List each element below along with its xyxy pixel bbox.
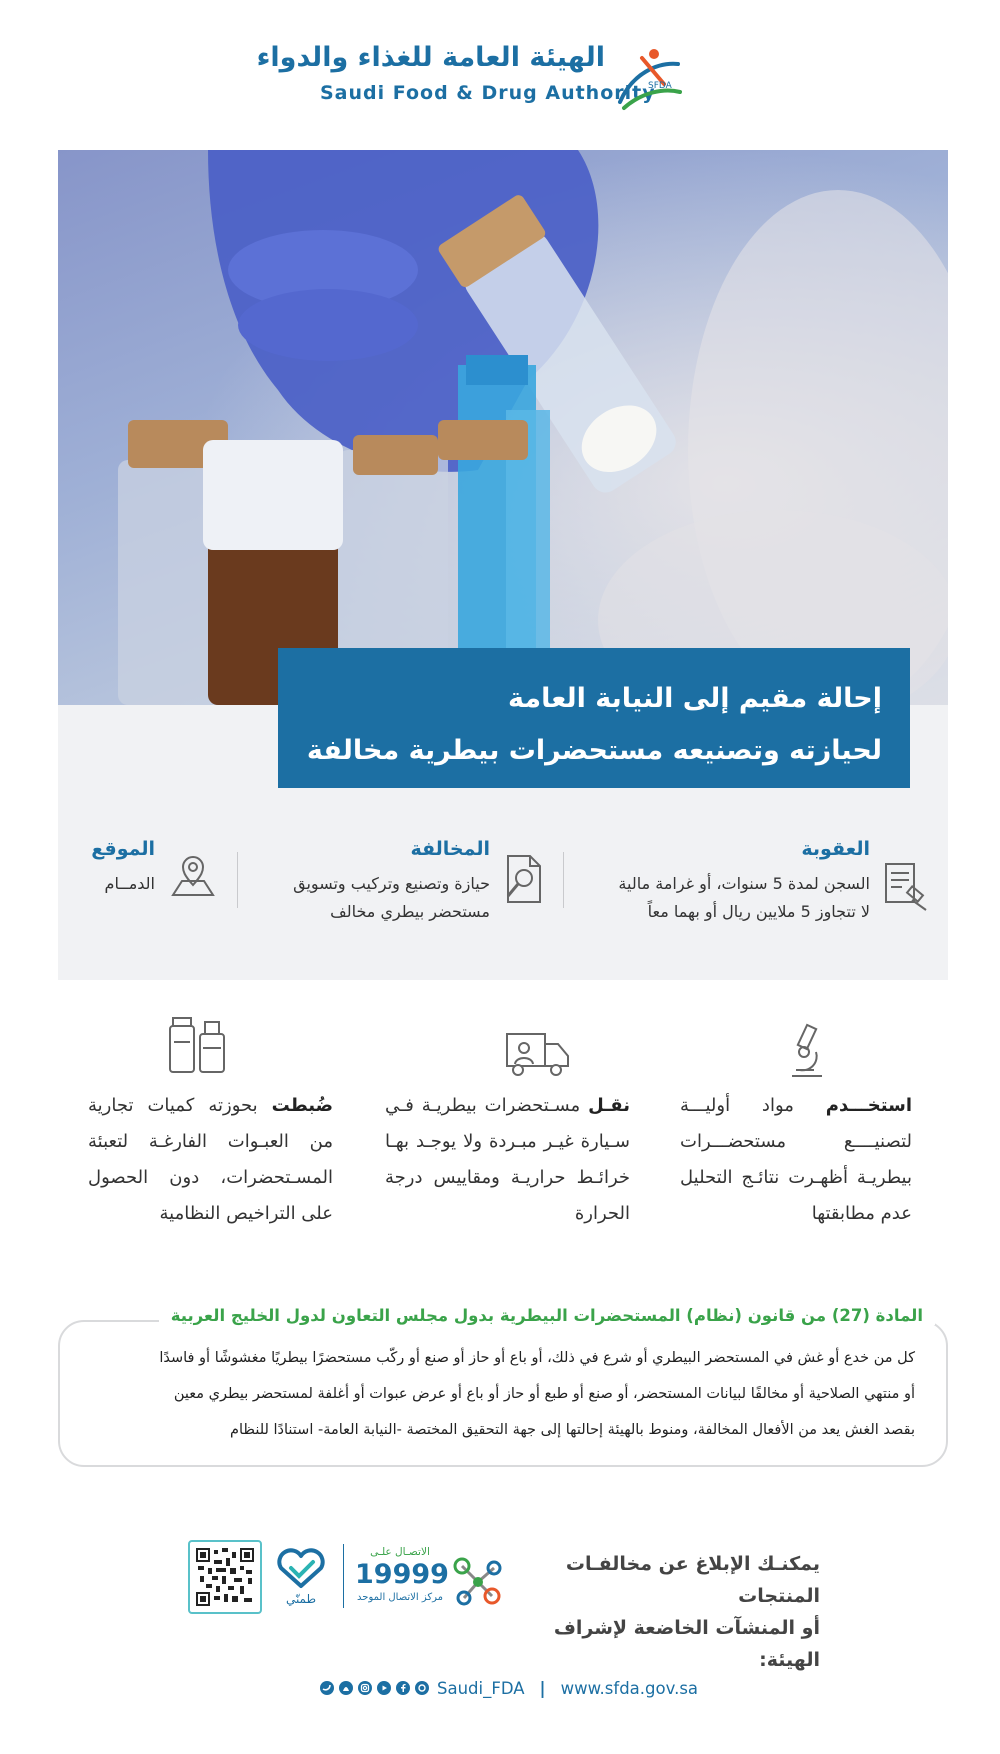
qr-code[interactable] bbox=[188, 1540, 262, 1614]
penalty-line-2: لا تتجاوز 5 ملايين ريال أو بهما معاً bbox=[647, 902, 870, 921]
website-link[interactable]: www.sfda.gov.sa bbox=[560, 1678, 699, 1698]
feature-raw-materials-lead: استخـــدم bbox=[825, 1095, 912, 1116]
penalty-column bbox=[570, 838, 870, 926]
call-center-label: مركز الاتصال الموحد bbox=[357, 1592, 443, 1603]
contact-divider bbox=[343, 1544, 344, 1608]
network-logo-icon bbox=[448, 1552, 506, 1610]
feature-empty-containers bbox=[88, 1088, 333, 1232]
penalty-line-1: السجن لمدة 5 سنوات، أو غرامة مالية bbox=[618, 874, 870, 893]
footer bbox=[320, 1676, 698, 1700]
threads-icon[interactable] bbox=[415, 1681, 429, 1695]
call-label: الاتصـال علـى bbox=[370, 1546, 430, 1558]
tammeni-app[interactable] bbox=[268, 1548, 334, 1606]
document-search-icon bbox=[502, 852, 546, 906]
article-title: المادة (27) من قانون (نظام) المستحضرات البيطرية بدول مجلس التعاون لدول الخليج العربية bbox=[159, 1306, 935, 1325]
microscope-icon bbox=[782, 1022, 830, 1080]
feature-transport-text: مسـتحضرات بيطريـة فـي سـيارة غيـر مبـردة ولا يوجـد بهـا خرائـط حراريـة ومقاييس درجة الحرارة bbox=[385, 1095, 630, 1224]
social-handle[interactable]: Saudi_FDA bbox=[437, 1678, 525, 1698]
call-number[interactable]: 19999 bbox=[355, 1559, 449, 1590]
hero-image bbox=[58, 150, 948, 705]
footer-separator: | bbox=[539, 1678, 546, 1698]
heart-check-icon bbox=[273, 1548, 329, 1590]
logo-badge: SFDA bbox=[648, 81, 672, 91]
location-column bbox=[70, 838, 155, 898]
report-line-1: يمكنـك الإبلاغ عن مخالفـات المنتجات bbox=[565, 1553, 820, 1607]
headline-box bbox=[278, 648, 910, 788]
feature-empty-containers-text: بحوزته كميات تجارية من العبـوات الفارغـة لتعبئة المسـتحضرات، دون الحصول على التراخيص النظامية bbox=[88, 1095, 333, 1224]
feature-transport bbox=[385, 1088, 630, 1232]
feature-raw-materials-text: مواد أوليـــة لتصنيــــع مستحضـــرات بيطريـة أظهـرت نتائـج التحليل عدم مطابقتها bbox=[680, 1095, 912, 1224]
youtube-icon[interactable] bbox=[377, 1681, 391, 1695]
feature-empty-containers-lead: ضُبطت bbox=[271, 1095, 333, 1116]
violation-line-1: حيازة وتصنيع وتركيب وتسويق bbox=[293, 874, 490, 893]
gavel-document-icon bbox=[882, 860, 930, 912]
location-value: الدمــام bbox=[104, 874, 155, 893]
violation-line-2: مستحضر بيطري مخالف bbox=[330, 902, 490, 921]
delivery-truck-icon bbox=[504, 1030, 572, 1078]
call-center-block bbox=[355, 1546, 449, 1603]
org-name-en: Saudi Food & Drug Authority bbox=[320, 82, 656, 104]
column-divider bbox=[237, 852, 238, 908]
location-heading: الموقع bbox=[91, 838, 155, 860]
report-line-2: أو المنشآت الخاضعة لإشراف الهيئة: bbox=[553, 1617, 820, 1671]
bottles-icon bbox=[166, 1012, 230, 1076]
snapchat-icon[interactable] bbox=[339, 1681, 353, 1695]
map-pin-icon bbox=[170, 855, 216, 899]
lab-photo-illustration bbox=[58, 150, 948, 705]
org-name-ar: الهيئة العامة للغذاء والدواء bbox=[256, 42, 605, 73]
headline-line-1: إحالة مقيم إلى النيابة العامة bbox=[508, 683, 882, 714]
tammeni-label: طمنّي bbox=[285, 1592, 317, 1606]
violation-heading: المخالفة bbox=[410, 838, 490, 860]
sfda-emblem-icon bbox=[612, 44, 684, 114]
instagram-icon[interactable] bbox=[358, 1681, 372, 1695]
qr-code-icon bbox=[196, 1548, 254, 1606]
penalty-heading: العقوبة bbox=[801, 838, 870, 860]
article-line-1: كل من خدع أو غش في المستحضر البيطري أو شرع في ذلك، أو باع أو حاز أو صنع أو ركّب مستحضرًا بيطريًا مغشوشًا أو فاسدًا bbox=[159, 1350, 915, 1366]
headline-line-2: لحيازته وتصنيعه مستحضرات بيطرية مخالفة bbox=[306, 735, 882, 766]
column-divider bbox=[563, 852, 564, 908]
facebook-icon[interactable] bbox=[396, 1681, 410, 1695]
feature-raw-materials bbox=[680, 1088, 912, 1232]
violation-column bbox=[250, 838, 490, 926]
article-line-2: أو منتهي الصلاحية أو مخالفًا لبيانات المستحضر، أو صنع أو طبع أو حاز أو باع أو عرض عبوات أو أغلفة لمستحضر بيطري معين bbox=[173, 1386, 915, 1402]
report-text bbox=[510, 1548, 820, 1676]
sfda-logo bbox=[256, 42, 690, 118]
twitter-icon[interactable] bbox=[320, 1681, 334, 1695]
article-line-3: بقصد الغش يعد من الأفعال المخالفة، ومنوط بالهيئة إحالتها إلى جهة التحقيق المختصة -النيابة العامة- استنادًا للنظام bbox=[230, 1422, 915, 1438]
feature-transport-lead: نقـل bbox=[588, 1095, 630, 1116]
